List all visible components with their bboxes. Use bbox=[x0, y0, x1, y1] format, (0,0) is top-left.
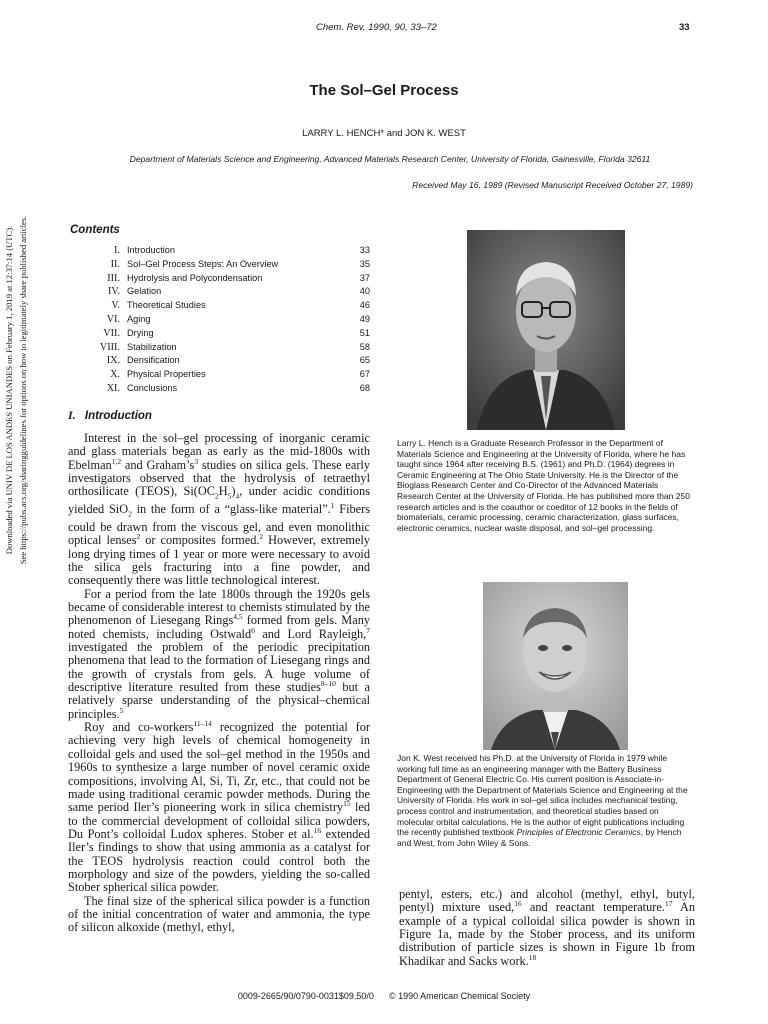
toc-page: 35 bbox=[359, 258, 370, 269]
toc-entry bbox=[70, 382, 370, 396]
introduction-heading bbox=[68, 408, 152, 423]
footer bbox=[0, 991, 768, 1001]
toc-entry bbox=[70, 244, 370, 258]
download-notice bbox=[2, 60, 38, 720]
toc-entry bbox=[70, 368, 370, 382]
toc-number: IV. bbox=[108, 286, 120, 298]
toc-page: 37 bbox=[359, 272, 370, 283]
toc-page: 49 bbox=[359, 313, 370, 324]
authors: LARRY L. HENCH* and JON K. WEST bbox=[302, 128, 466, 139]
journal-citation: Chem. Rev. 1990, 90, 33–72 bbox=[316, 22, 437, 33]
download-notice-line: Downloaded via UNIV DE LOS ANDES UNIANDES on February 1, 2019 at 12:37:14 (UTC). bbox=[4, 225, 14, 555]
body-column-right bbox=[399, 888, 695, 968]
toc-label: Gelation bbox=[127, 286, 162, 297]
toc-entry bbox=[70, 258, 370, 272]
affiliation: Department of Materials Science and Engineering, Advanced Materials Research Center, University of Florida, Gainesville, Florida 32611 bbox=[129, 154, 651, 164]
toc-page: 46 bbox=[359, 300, 370, 311]
paragraph: The final size of the spherical silica powder is a function of the initial concentration of water and ammonia, the type of silicon alkoxide (methyl, ethyl, bbox=[68, 893, 370, 935]
toc-page: 68 bbox=[359, 382, 370, 393]
toc-number: VII. bbox=[103, 327, 120, 339]
toc-number: X. bbox=[110, 369, 120, 381]
toc-label: Conclusions bbox=[127, 382, 178, 393]
paragraph: Roy and co-workers$^{11-14}$ recognized the potential for achieving very high levels of chemical homogeneity in colloidal gels and used the sol–gel method in the 1950s and 1960s to synthesize a large number of novel ceramic oxide compositions, involving Al, Si, Ti, Zr, etc., that could not be made using traditional ceramic powder methods. During the same period Iler’s pioneering work in silica chemistry$^{15}$ led to the commercial development of colloidal silica powders, Du Pont’s colloidal Ludox spheres. Stober et al.$^{16}$ extended Iler’s findings to show that using ammonia as a catalyst for the TEOS hydrolysis reaction could control both the morphology and size of the powders, yielding the so-called Stober spherical silica powder. bbox=[68, 719, 371, 895]
toc-number: VIII. bbox=[99, 341, 120, 353]
table-of-contents bbox=[70, 244, 370, 396]
toc-label: Hydrolysis and Polycondensation bbox=[127, 272, 263, 283]
paragraph: For a period from the late 1800s through the 1920s gels became of considerable interest to chemists stimulated by the phenomenon of Liesegang Rings$^{4,5}$ formed from gels. Many noted chemists, including Ostwald$^6$ and Lord Rayleigh,$^7$ investigated the problem of the periodic precipitation phenomena that lead to the formation of Liesegang rings and the growth of crystals from gels. A huge volume of descriptive literature resulted from these studies$^{8-10}$ but a relatively sparse understanding of the physical–chemical principles.$^5$ bbox=[68, 586, 371, 721]
toc-page: 33 bbox=[359, 245, 370, 255]
toc-label: Physical Properties bbox=[127, 369, 206, 380]
paragraph: Interest in the sol–gel processing of inorganic ceramic and glass materials began as early as the mid-1800s with Ebelman$^{1,2}$ and $Graham’s^3$ studies on silica gels. These early investigators observed that the hydrolysis of tetraethyl orthosilicate (TEOS), $Si(OC_2H_5)_4$, under acidic conditions yielded SiO$_2$ in the form of a “glass-like material”.$^1$ Fibers could be drawn from the viscous gel, and even monolithic optical lenses$^2$ or composites formed.$^2$ However, extremely long drying times of 1 year or more were necessary to avoid the silica gels fracturing into a fine powder, and consequently there was little technological interest. bbox=[68, 431, 370, 588]
toc-label: Stabilization bbox=[127, 341, 177, 352]
toc-label: Sol–Gel Process Steps: An Overview bbox=[127, 258, 279, 269]
toc-entry bbox=[70, 272, 370, 286]
toc-entry bbox=[70, 299, 370, 313]
author-bio-west bbox=[397, 753, 695, 848]
bio-text: Jon K. West received his Ph.D. at the University of Florida in 1979 while working full time as an engineering manager with the Battery Business Department of General Electric Co. His current position is Associate-in-Engineering with the Department of Materials Science and Engineering at the University of Florida. His work in sol–gel silica includes mechanical testing, process control and instrumentation, and theoretical studies based on molecular orbital calculations. He is the author of eight publications including the recently published textbook bbox=[397, 753, 688, 838]
toc-page: 58 bbox=[359, 341, 370, 352]
author-photo-west bbox=[483, 582, 628, 750]
toc-number: VI. bbox=[106, 313, 120, 325]
toc-page: 40 bbox=[359, 286, 370, 297]
toc-entry bbox=[70, 313, 370, 327]
author-bio-hench: Larry L. Hench is a Graduate Research Professor in the Department of Materials Science and Engineering at the University of Florida, where he has taught since 1964 after receiving B.S. (1961) and Ph.D. (1964) degrees in Ceramic Engineering at The Ohio State University. He is the Director of the Bioglass Research Center and Co-Director of the Advanced Materials Research Center at the University of Florida. He has published more than 250 research articles and is the coauthor or coeditor of 12 books in the fields of biomaterials, ceramic processing, ceramic characterization, glass surfaces, electronic ceramics, nuclear waste disposal, and sol–gel processing. bbox=[397, 438, 690, 533]
page-number: 33 bbox=[679, 22, 690, 33]
toc-label: Theoretical Studies bbox=[127, 300, 206, 311]
toc-entry bbox=[70, 354, 370, 368]
toc-label: Introduction bbox=[127, 245, 176, 255]
toc-number: IX. bbox=[106, 355, 120, 367]
body-column-left bbox=[68, 432, 370, 935]
paragraph: pentyl, esters, etc.) and alcohol (methyl, ethyl, butyl, pentyl) mixture used,$^{16}$ and reactant temperature.$^{17}$ An example of a typical colloidal silica powder is shown in Figure 1a, made by the Stober process, and its uniform distribution of particle sizes is shown in Figure 1b from Khadikar and Sacks work.$^{18}$ bbox=[399, 887, 695, 968]
toc-entry bbox=[70, 327, 370, 341]
toc-entry bbox=[70, 285, 370, 299]
section-numeral: I. bbox=[68, 408, 76, 422]
toc-page: 65 bbox=[359, 355, 370, 366]
toc-number: III. bbox=[107, 272, 120, 284]
toc-entry bbox=[70, 341, 370, 355]
bio-text: , by Hench and West, from John Wiley & Sons. bbox=[397, 827, 682, 848]
author-photo-hench bbox=[467, 230, 625, 430]
toc-number: I. bbox=[114, 245, 120, 256]
download-notice-line: See https://pubs.acs.org/sharingguidelines for options on how to legitimately share published articles. bbox=[18, 215, 28, 565]
toc-label: Drying bbox=[127, 327, 154, 338]
section-title: Introduction bbox=[84, 410, 152, 422]
footer-copyright: © 1990 American Chemical Society bbox=[388, 991, 531, 1001]
article-title: The Sol–Gel Process bbox=[309, 82, 459, 99]
toc-label: Densification bbox=[127, 355, 180, 366]
toc-label: Aging bbox=[127, 313, 151, 324]
toc-page: 51 bbox=[359, 327, 370, 338]
book-title: Principles of Electronic Ceramics bbox=[516, 827, 641, 838]
contents-heading: Contents bbox=[70, 224, 120, 236]
toc-number: XI. bbox=[106, 382, 120, 394]
toc-number: V. bbox=[111, 300, 120, 312]
toc-number: II. bbox=[110, 258, 120, 270]
toc-page: 67 bbox=[359, 369, 370, 380]
footer-code: 0009-2665/90/0790-0031$09.50/0 bbox=[237, 991, 374, 1001]
received-date: Received May 16, 1989 (Revised Manuscript Received October 27, 1989) bbox=[412, 180, 693, 190]
